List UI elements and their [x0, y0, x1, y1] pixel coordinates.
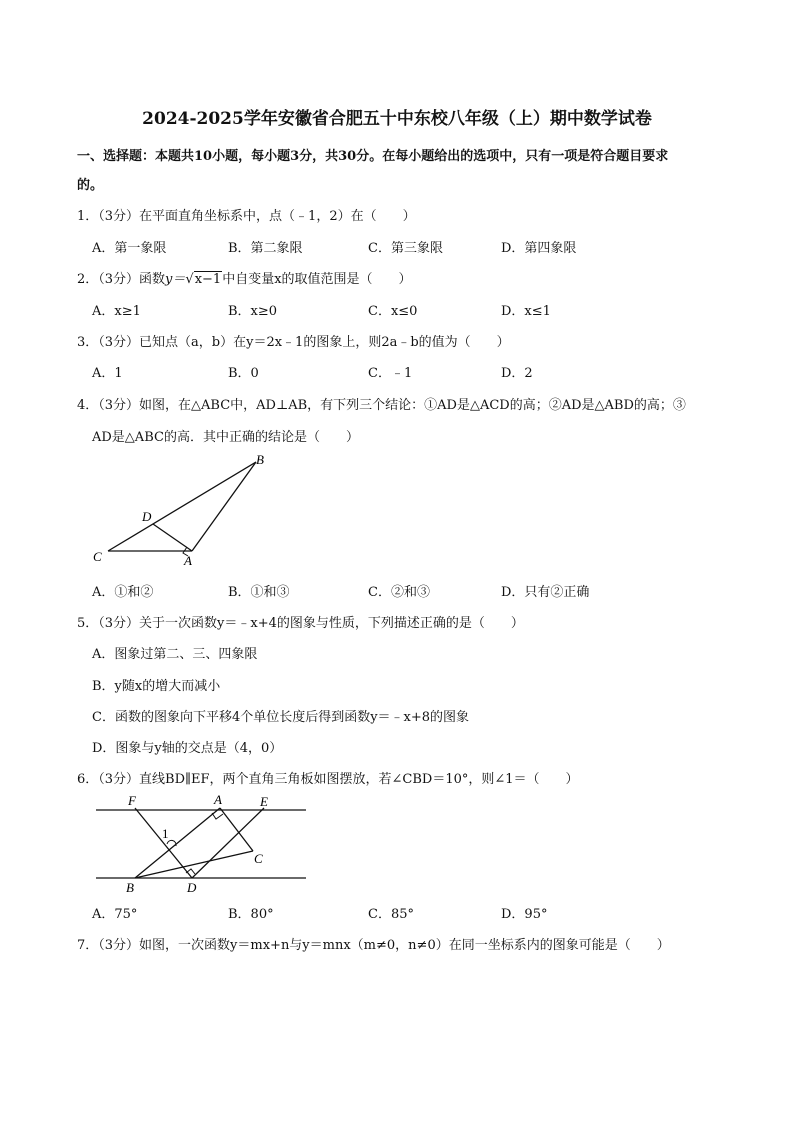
radical-sign-icon: √ [185, 272, 194, 287]
question-2-radicand: x−1 [194, 272, 222, 287]
option-b[interactable]: B．x≥0 [228, 304, 278, 319]
question-6-options [92, 903, 692, 923]
question-1-stem: 1．（3分）在平面直角坐标系中，点（﹣1，2）在（ ） [77, 209, 416, 224]
question-6-stem: 6．（3分）直线BD∥EF，两个直角三角板如图摆放，若∠CBD＝10°，则∠1＝（ ） [77, 772, 579, 787]
question-4-options [92, 581, 692, 601]
point-label-b: B [126, 880, 134, 895]
question-4-figure [88, 450, 288, 575]
option-c[interactable]: C．85° [368, 907, 414, 922]
point-label-c: C [93, 549, 102, 564]
option-b[interactable]: B．第二象限 [228, 241, 303, 256]
exam-title: 2024-2025学年安徽省合肥五十中东校八年级（上）期中数学试卷 [142, 109, 652, 129]
option-d[interactable]: D．95° [501, 907, 548, 922]
point-label-c: C [254, 851, 263, 866]
question-4-stem-line2: AD是△ABC的高．其中正确的结论是（ ） [92, 430, 359, 445]
point-label-d: D [142, 509, 152, 524]
question-4-stem-line1: 4．（3分）如图，在△ABC中，AD⊥AB，有下列三个结论：①AD是△ACD的高；②AD是△ABD的高；③ [77, 398, 686, 413]
question-3-options [92, 362, 692, 382]
question-5-stem: 5．（3分）关于一次函数y＝﹣x+4的图象与性质，下列描述正确的是（ ） [77, 616, 524, 631]
question-6-figure [88, 790, 318, 895]
question-3-stem: 3．（3分）已知点（a，b）在y＝2x﹣1的图象上，则2a﹣b的值为（ ） [77, 335, 510, 350]
question-2-expr: y＝ [165, 272, 186, 287]
point-label-a: A [214, 792, 222, 807]
option-a[interactable]: A．图象过第二、三、四象限 [92, 647, 258, 662]
point-label-f: F [128, 793, 136, 808]
option-a[interactable]: A．75° [92, 907, 138, 922]
option-c[interactable]: C．x≤0 [368, 304, 418, 319]
option-a[interactable]: A．x≥1 [92, 304, 141, 319]
option-a[interactable]: A．①和② [92, 585, 154, 600]
option-a[interactable]: A．第一象限 [92, 241, 167, 256]
option-b[interactable]: B．①和③ [228, 585, 290, 600]
point-label-e: E [260, 794, 268, 809]
point-label-d: D [187, 880, 197, 895]
option-d[interactable]: D．2 [501, 366, 533, 381]
option-b[interactable]: B．0 [228, 366, 259, 381]
question-7-stem: 7．（3分）如图，一次函数y＝mx+n与y＝mnx（m≠0，n≠0）在同一坐标系内的图象可能是（ ） [77, 938, 670, 953]
question-2-stem-pre: 2．（3分）函数 [77, 272, 166, 287]
question-2-stem-post: 中自变量x的取值范围是（ ） [222, 272, 412, 287]
question-1-options [92, 237, 692, 257]
option-d[interactable]: D．x≤1 [501, 304, 551, 319]
point-label-a: A [184, 553, 192, 568]
section-heading-line2: 的。 [77, 178, 104, 193]
point-label-b: B [256, 452, 264, 467]
angle-label-1: 1 [162, 826, 169, 841]
option-c[interactable]: C．第三象限 [368, 241, 443, 256]
question-2-options [92, 300, 692, 320]
section-heading-line1: 一、选择题：本题共10小题，每小题3分，共30分。在每小题给出的选项中，只有一项是符合题目要求 [77, 149, 669, 164]
option-a[interactable]: A．1 [92, 366, 123, 381]
option-b[interactable]: B．80° [228, 907, 274, 922]
question-2-stem [77, 268, 412, 287]
option-d[interactable]: D．图象与y轴的交点是（4，0） [92, 741, 283, 756]
option-d[interactable]: D．第四象限 [501, 241, 577, 256]
option-d[interactable]: D．只有②正确 [501, 585, 590, 600]
option-c[interactable]: C．函数的图象向下平移4个单位长度后得到函数y＝﹣x+8的图象 [92, 710, 470, 725]
option-c[interactable]: C．﹣1 [368, 366, 413, 381]
option-b[interactable]: B．y随x的增大而减小 [92, 679, 221, 694]
option-c[interactable]: C．②和③ [368, 585, 430, 600]
